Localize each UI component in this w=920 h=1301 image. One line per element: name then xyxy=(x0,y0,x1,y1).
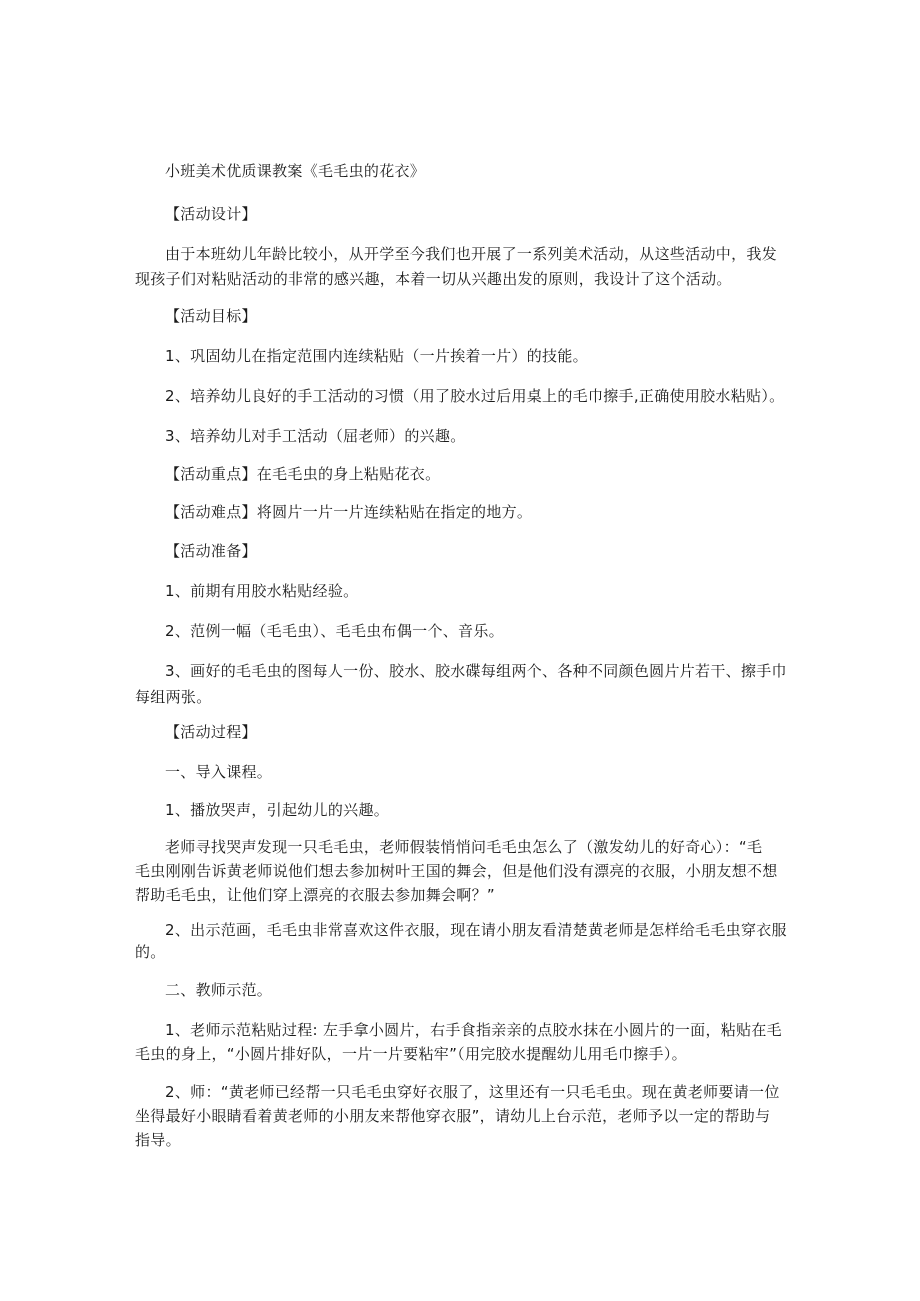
process-step-continued: 坐得最好小眼睛看着黄老师的小朋友来帮他穿衣服”，请幼儿上台示范，老师予以一定的帮助与 xyxy=(135,1107,771,1125)
process-step-continued: 的。 xyxy=(135,943,166,961)
process-paragraph-line: 帮助毛毛虫，让他们穿上漂亮的衣服去参加舞会啊？” xyxy=(135,886,495,904)
process-heading: 【活动过程】 xyxy=(165,723,257,741)
process-step: 1、播放哭声，引起幼儿的兴趣。 xyxy=(165,801,390,819)
goal-item: 1、巩固幼儿在指定范围内连续粘贴（一片挨着一片）的技能。 xyxy=(165,347,588,365)
document-title: 小班美术优质课教案《毛毛虫的花衣》 xyxy=(165,162,426,180)
difficulty-paragraph: 【活动难点】将圆片一片一片连续粘贴在指定的地方。 xyxy=(165,503,533,521)
prep-item: 3、画好的毛毛虫的图每人一份、胶水、胶水碟每组两个、各种不同颜色圆片片若干、擦手巾 xyxy=(165,662,787,680)
goals-heading: 【活动目标】 xyxy=(165,307,257,325)
prep-heading: 【活动准备】 xyxy=(165,542,257,560)
process-step: 1、老师示范粘贴过程: 左手拿小圆片，右手食指亲亲的点胶水抹在小圆片的一面，粘贴在毛 xyxy=(165,1021,782,1039)
goal-item: 2、培养幼儿良好的手工活动的习惯（用了胶水过后用桌上的毛巾擦手,正确使用胶水粘贴）。 xyxy=(165,387,785,405)
process-paragraph-line: 毛虫刚刚告诉黄老师说他们想去参加树叶王国的舞会，但是他们没有漂亮的衣服，小朋友想不想 xyxy=(135,862,778,880)
process-step: 2、出示范画，毛毛虫非常喜欢这件衣服，现在请小朋友看清楚黄老师是怎样给毛毛虫穿衣服 xyxy=(165,921,787,939)
process-step-continued: 毛虫的身上，“小圆片排好队，一片一片要粘牢”（用完胶水提醒幼儿用毛巾擦手）。 xyxy=(135,1045,687,1063)
section-heading: 二、教师示范。 xyxy=(165,981,273,999)
design-text-line: 由于本班幼儿年龄比较小，从开学至今我们也开展了一系列美术活动，从这些活动中，我发 xyxy=(165,245,778,263)
process-step: 2、师：“黄老师已经帮一只毛毛虫穿好衣服了，这里还有一只毛毛虫。现在黄老师要请一位 xyxy=(165,1083,780,1101)
goal-item: 3、培养幼儿对手工活动（屈老师）的兴趣。 xyxy=(165,427,466,445)
design-heading: 【活动设计】 xyxy=(165,205,257,223)
section-heading: 一、导入课程。 xyxy=(165,763,273,781)
prep-item: 1、前期有用胶水粘贴经验。 xyxy=(165,582,359,600)
prep-item: 2、范例一幅（毛毛虫）、毛毛虫布偶一个、音乐。 xyxy=(165,622,504,640)
process-step-continued: 指导。 xyxy=(135,1131,181,1149)
prep-item-continued: 每组两张。 xyxy=(135,688,212,706)
design-text-line: 现孩子们对粘贴活动的非常的感兴趣，本着一切从兴趣出发的原则，我设计了这个活动。 xyxy=(135,270,732,288)
process-paragraph-line: 老师寻找哭声发现一只毛毛虫，老师假装悄悄问毛毛虫怎么了（激发幼儿的好奇心）：“毛 xyxy=(165,838,763,856)
focus-paragraph: 【活动重点】在毛毛虫的身上粘贴花衣。 xyxy=(165,465,441,483)
